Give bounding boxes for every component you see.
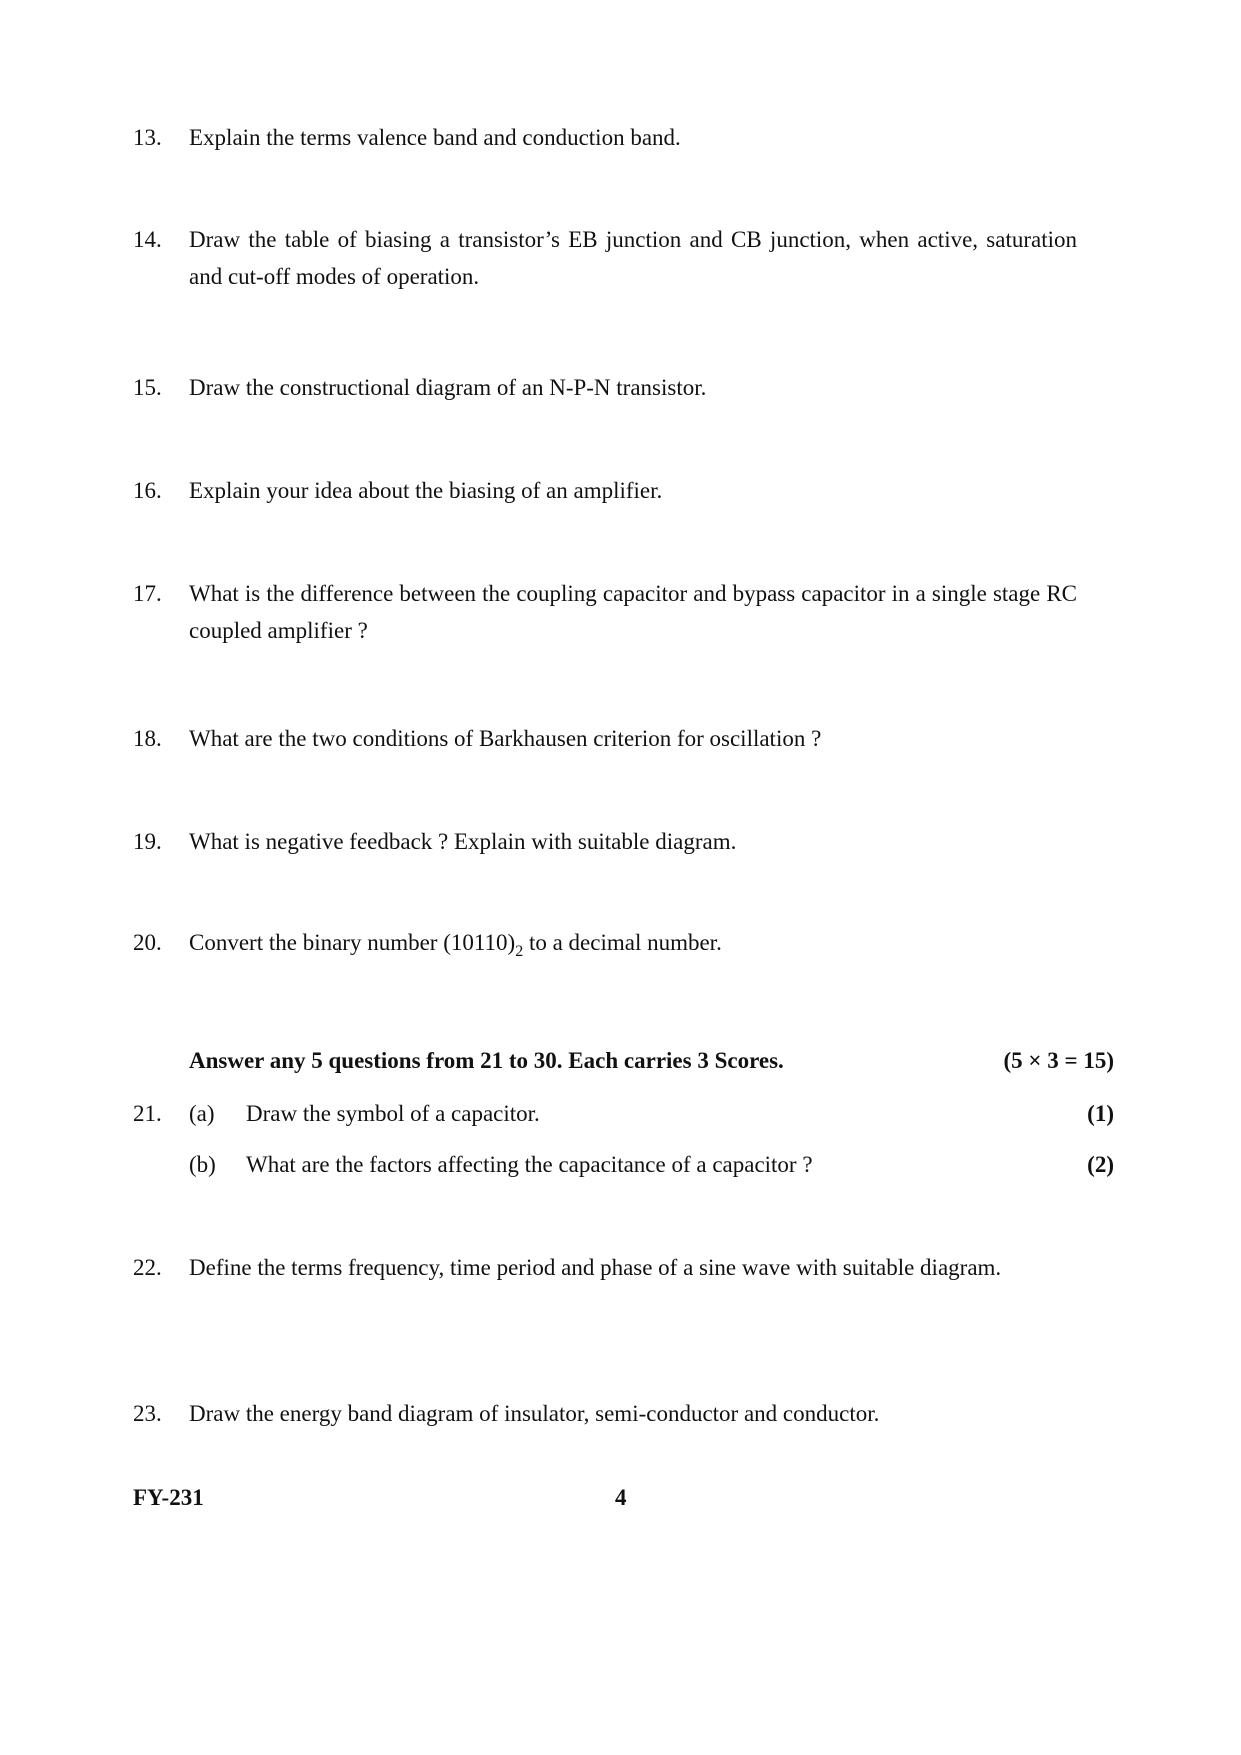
question-text: What are the two conditions of Barkhausen criterion for oscillation ?: [189, 726, 822, 751]
page-number: 4: [615, 1485, 627, 1510]
question-20: [133, 925, 1077, 962]
question-text: What is the difference between the coupling capacitor and bypass capacitor in a single stage RC coupled amplifier ?: [189, 581, 1077, 643]
question-text-after: to a decimal number.: [523, 930, 722, 955]
paper-code: FY-231: [133, 1485, 204, 1510]
section-marks: (5 × 3 = 15): [1003, 1048, 1114, 1073]
section-instruction: [189, 1043, 1114, 1080]
question-number: 13.: [133, 125, 162, 150]
question-number: 14.: [133, 227, 162, 252]
question-text: Draw the table of biasing a transistor’s EB junction and CB junction, when active, saturation and cut-off modes of operation.: [189, 227, 1077, 289]
part-score: (2): [1087, 1152, 1114, 1177]
part-text: Draw the symbol of a capacitor.: [246, 1101, 540, 1126]
question-text: [189, 925, 1077, 962]
question-number: 16.: [133, 478, 162, 503]
question-number: 15.: [133, 375, 162, 400]
part-letter: (a): [189, 1101, 215, 1126]
question-number: 23.: [133, 1401, 162, 1426]
question-number: 22.: [133, 1255, 162, 1280]
question-15: [133, 370, 1077, 407]
part-letter: (b): [189, 1152, 216, 1177]
question-text: Explain the terms valence band and conduction band.: [189, 125, 681, 150]
question-16: [133, 473, 1077, 510]
question-number: 20.: [133, 930, 162, 955]
question-17: [133, 576, 1077, 650]
question-text: Explain your idea about the biasing of an amplifier.: [189, 478, 663, 503]
question-text: What is negative feedback ? Explain with suitable diagram.: [189, 829, 737, 854]
question-text: Define the terms frequency, time period and phase of a sine wave with suitable diagram.: [189, 1255, 1002, 1280]
question-number: 18.: [133, 726, 162, 751]
question-13: [133, 120, 1077, 157]
question-text: Draw the energy band diagram of insulator, semi-conductor and conductor.: [189, 1401, 880, 1426]
part-score: (1): [1087, 1101, 1114, 1126]
question-number: 21.: [133, 1101, 162, 1126]
question-text-before: Convert the binary number (10110): [189, 930, 516, 955]
question-22: [133, 1250, 1077, 1287]
question-number: 19.: [133, 829, 162, 854]
question-number: 17.: [133, 581, 162, 606]
question-text: Draw the constructional diagram of an N-P-N transistor.: [189, 375, 707, 400]
question-23: [133, 1396, 1077, 1433]
part-text: What are the factors affecting the capacitance of a capacitor ?: [246, 1152, 813, 1177]
binary-base-subscript: 2: [515, 943, 524, 960]
question-19: [133, 824, 1077, 861]
question-18: [133, 721, 1077, 758]
instruction-text: Answer any 5 questions from 21 to 30. Each carries 3 Scores.: [189, 1048, 784, 1073]
question-14: [133, 222, 1077, 296]
